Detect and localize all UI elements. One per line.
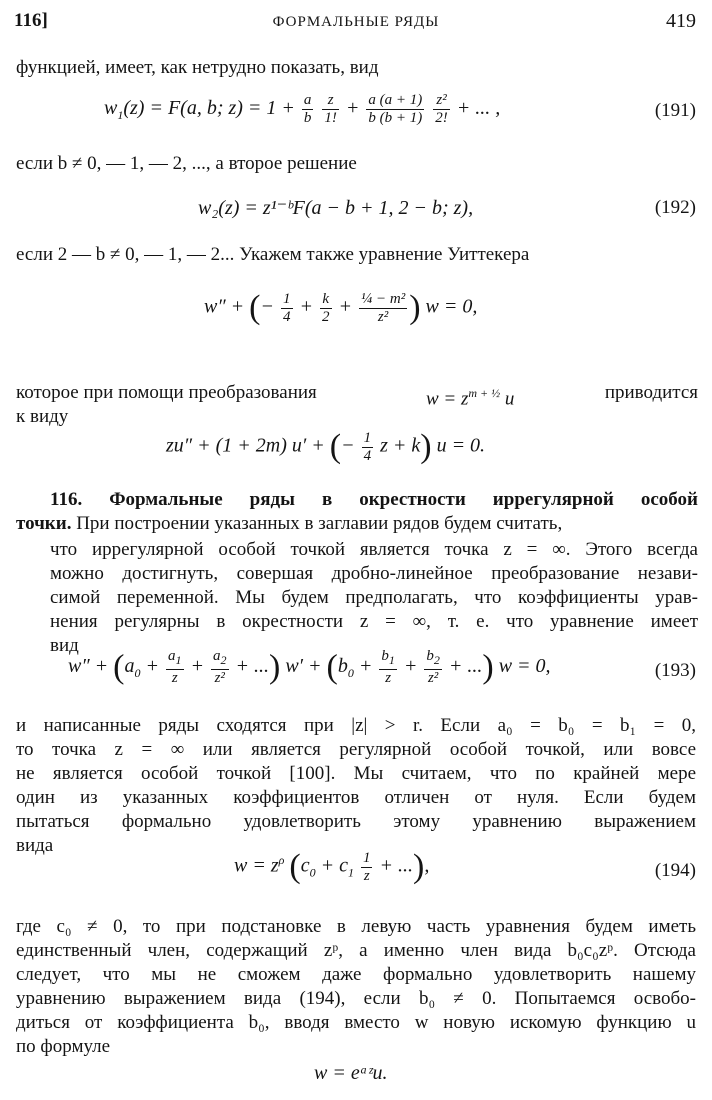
- text-line: если b ≠ 0, — 1, — 2, ..., а второе решение: [16, 153, 357, 174]
- text-line: и написанные ряды сходятся при |z| > r. Если a₀ = b₀ = b₁ = 0,: [16, 715, 696, 736]
- text-line: можно достигнуть, совершая дробно-линейное преобразование незави-: [50, 563, 698, 584]
- text-line: по формуле: [16, 1036, 111, 1057]
- text-line: если 2 — b ≠ 0, — 1, — 2... Укажем также уравнение Уиттекера: [16, 244, 530, 265]
- equation-transformed: zu″ + (1 + 2m) u′ + (− $\frac{1}{4}$ z + k) u = 0.: [166, 428, 486, 465]
- page-number: 419: [666, 10, 696, 32]
- text-line: к виду: [16, 406, 69, 427]
- text-line: которое при помощи преобразования $w = z^{m + \frac{1}{2}}$ u приводится: [16, 382, 698, 410]
- text-line: где c₀ ≠ 0, то при подстановке в левую часть уравнения будем иметь: [16, 916, 696, 937]
- equation-final: [16, 1062, 696, 1092]
- text-line: единственный член, содержащий zᵖ, а именно член вида b₀c₀zᵖ. Отсюда: [16, 940, 696, 961]
- equation-194: $w = z^\rho$ ($c_0 + c_1$ $\frac{1}{z}$ + ...), (194): [234, 848, 696, 885]
- equation-text: w = eᵃᶻu.: [314, 1062, 388, 1084]
- equation-number: (193): [654, 660, 696, 681]
- text-line: пытаться формально удовлетворить этому уравнению выражением: [16, 811, 696, 832]
- text-line: то точка z = ∞ или является регулярной особой точкой, или вовсе: [16, 739, 696, 760]
- text-line: уравнению выражением вида (194), если b₀ ≠ 0. Попытаемся освобо-: [16, 988, 696, 1009]
- equation-193: $w'' + (a_0$ + $\frac{a_1}{z}$ + $\frac{a_2}{\text{z²}}$ + ...) $w' + (b_0$ + $\frac{b_1}{z}$ + $\frac{b_2}{\text{z²}}$ + ...) w = 0, (193): [68, 648, 696, 686]
- text-line: диться от коэффициента b₀, вводя вместо w новую искомую функцию u: [16, 1012, 696, 1033]
- running-title: ФОРМАЛЬНЫЕ РЯДЫ: [272, 14, 440, 30]
- text-line: один из указанных коэффициентов отличен от нуля. Если будем: [16, 787, 696, 808]
- text-line: следует, что мы не сможем даже формально удовлетворить нашему: [16, 964, 696, 985]
- text-line: симой переменной. Мы будем предполагать, что коэффициенты урав-: [50, 587, 698, 608]
- text-line: вида: [16, 835, 54, 856]
- text-line: вид: [50, 635, 79, 656]
- section-number: 116]: [14, 10, 48, 31]
- equation-number: (194): [654, 860, 696, 881]
- text-line: не является особой точкой [100]. Мы считаем, что по крайней мере: [16, 763, 696, 784]
- equation-number: (191): [654, 100, 696, 121]
- text-line: точки. При построении указанных в заглавии рядов будем считать,: [16, 513, 563, 534]
- equation-number: (192): [654, 197, 696, 218]
- text-line: функцией, имеет, как нетрудно показать, вид: [16, 57, 379, 78]
- text-line: что иррегулярной особой точкой является точка z = ∞. Этого всегда: [50, 539, 698, 560]
- section-heading: 116. Формальные ряды в окрестности иррегулярной особой: [50, 489, 698, 510]
- equation-text: w₂(z) = z¹⁻ᵇF(a − b + 1, 2 − b; z),: [198, 197, 474, 219]
- equation-191: $w_1(z) = F(a$, b; z) = 1 + $\frac{a}{b}$ $\frac{z}{1!}$ + $\frac{a (a + 1)}{b (b + 1)}$ $\frac{\text{z²}}{2!}$ + ... , (191): [104, 92, 696, 126]
- equation-whittaker: w″ + (− $\frac{1}{4}$ + $\frac{k}{2}$ + $\frac{\text{¼ − m²}}{\text{z²}}$ ) w = 0,: [204, 289, 478, 326]
- text-line: нения регулярны в окрестности z = ∞, т. е. что уравнение имеет: [50, 611, 698, 632]
